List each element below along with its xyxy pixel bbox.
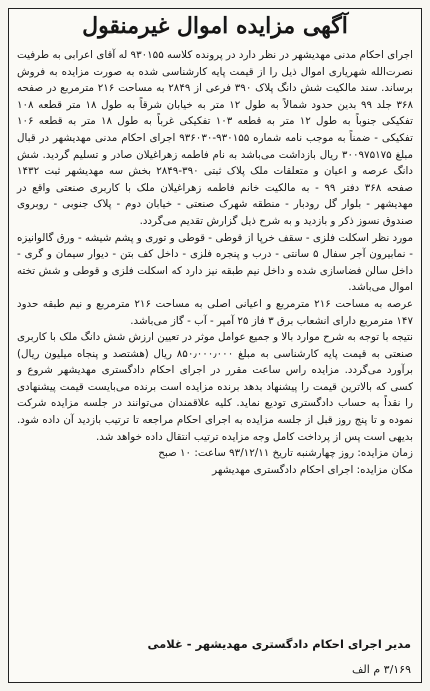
signature-line: مدیر اجرای احکام دادگستری مهدیشهر - غلامی [147, 637, 411, 651]
notice-paragraph: نتیجه با توجه به شرح موارد بالا و جمیع عوامل موثر در تعیین ارزش شش دانگ ملک با کاربری صنعتی به قیمت پایه کارشناسی به مبلغ ۸۵۰٫۰۰۰٫۰۰۰ ریال (هشتصد و پنجاه میلیون ریال) برآورد می‌گردد. مزایده راس ساعت مقرر در اجرای احکام دادگستری مهدیشهر شروع و کسی که بالاترین قیمت را پیشنهاد بدهد برنده مزایده است برنده می‌بایست قیمت پیشنهادی را نقداً به حساب دادگستری تودیع نماید. کلیه علاقمندان می‌توانند در جلسه مزایده شرکت نموده و تا پنج روز قبل از جلسه مزایده به اجرای احکام مراجعه تا ترتیب بازدید آن داده شود. بدیهی است پس از پرداخت کامل وجه مزایده ترتیب انتقال داده خواهد شد. [17, 331, 414, 443]
notice-paragraph: اجرای احکام مدنی مهدیشهر در نظر دارد در پرونده کلاسه ۹۳۰۱۵۵ له آقای اعرابی به طرفیت نصرت‌الله شهریاری اموال ذیل را از قیمت پایه کارشناسی شده به صورت مزایده به فروش برساند. سند مالکیت شش دانگ پلاک ۳۹۰ فرعی از ۲۸۴۹ به مساحت ۲۱۶ مترمربع در صفحه ۳۶۸ جلد ۹۹ بدین حدود شمالاً به طول ۱۲ متر به خیابان شرقاً به طول ۱۸ متر قطعه ۱۰۸ تفکیکی جنوباً به طول ۱۲ متر به قطعه ۱۰۳ تفکیکی غرباً به طول ۱۸ متر به قطعه ۱۰۶ تفکیکی - ضمناً به موجب نامه شماره ۹۳۰۱۵۵-۹۳۶۰۳۰ اجرای احکام مدنی مهدیشهر در قبال مبلغ ۳۰۰۹۷۵۱۷۵ ریال بازداشت می‌باشد به نام فاطمه زهراغیلان صادر و تسلیم گردید. شش دانگ عرصه و اعیان و متعلقات ملک پلاک ثبتی ۳۹۰-۲۸۴۹ بخش سه مهدیشهر ثبت ۱۴۳۲ صفحه ۳۶۸ دفتر ۹۹ - به مالکیت خانم فاطمه زهراغیلان ملک با کاربری صنعتی واقع در مهدیشهر - بلوار گل رودبار - منطقه شهرک صنعتی - خیابان دوم - پلاک جنوبی - روبروی صندوق نسوز ذکر و بازدید و به شرح ذیل گزارش تقدیم می‌گردد. [17, 49, 414, 227]
notice-body [17, 47, 413, 478]
reference-code: ۳/۱۶۹ م الف [352, 663, 411, 676]
notice-frame [8, 8, 422, 683]
notice-paragraph: مورد نظر اسکلت فلزی - سقف خرپا از قوطی - قوطی و توری و پشم شیشه - ورق گالوانیزه - نمابیرون آجر سفال ۵ سانتی - درب و پنجره فلزی - داخل کف بتن - دیوار سیمان و گری - داخل سالن فضاسازی شده و داخل نیم طبقه نیز دارد که اسکلت فلزی و قوطی و شش تخته اموال می‌باشد. [17, 231, 413, 294]
auction-time: زمان مزایده: روز چهارشنبه تاریخ ۹۳/۱۲/۱۱ ساعت: ۱۰ صبح [158, 447, 413, 460]
notice-title: آگهی مزایده اموال غیرمنقول [82, 13, 348, 39]
notice-paragraph: عرصه به مساحت ۲۱۶ مترمربع و اعیانی اصلی به مساحت ۲۱۶ مترمربع و نیم طبقه حدود ۱۴۷ مترمربع دارای انشعاب برق ۳ فاز ۲۵ آمپر - آب - گاز می‌باشد. [17, 297, 413, 327]
auction-place: مکان مزایده: اجرای احکام دادگستری مهدیشهر [212, 463, 413, 476]
